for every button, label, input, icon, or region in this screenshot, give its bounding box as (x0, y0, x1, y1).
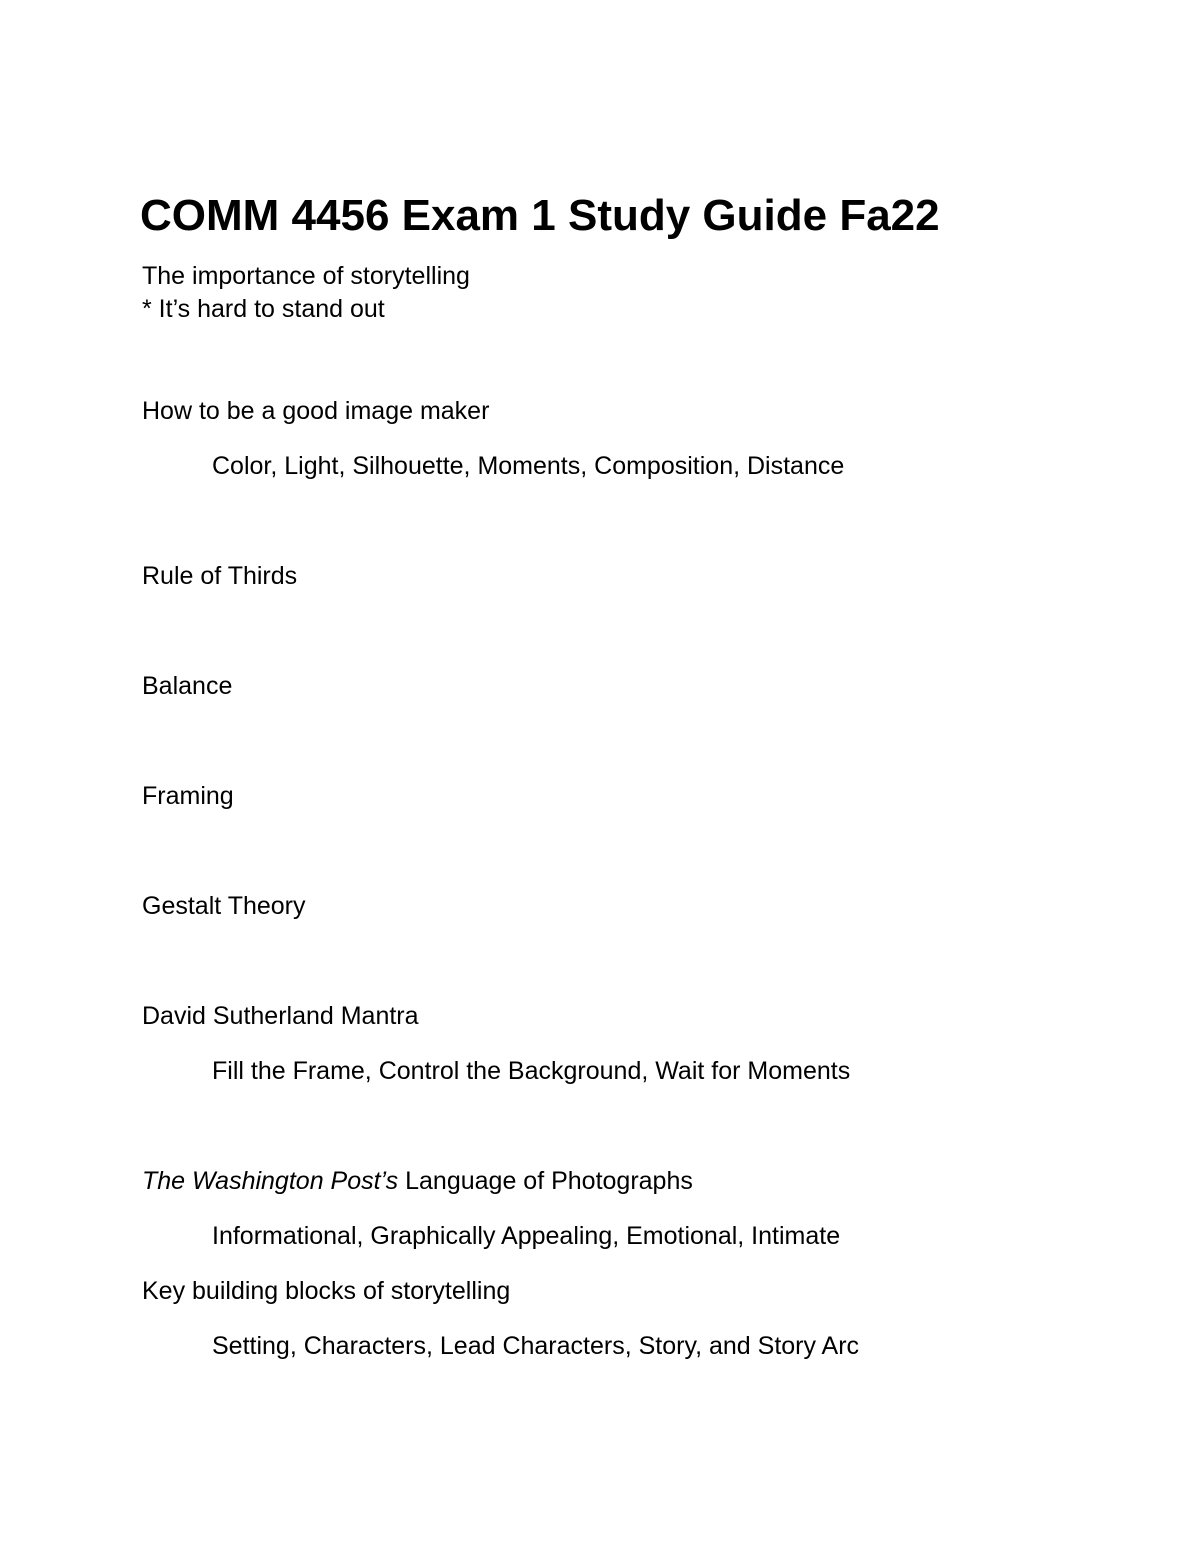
image-maker-heading: How to be a good image maker (142, 397, 490, 425)
rule-of-thirds-heading: Rule of Thirds (142, 562, 298, 590)
balance-heading: Balance (142, 672, 233, 700)
wapo-items: Informational, Graphically Appealing, Emotional, Intimate (212, 1222, 841, 1250)
storytelling-heading: The importance of storytelling (142, 262, 470, 290)
building-blocks-items: Setting, Characters, Lead Characters, Story, and Story Arc (212, 1332, 860, 1360)
wapo-heading-rest: Language of Photographs (398, 1167, 693, 1195)
mantra-items: Fill the Frame, Control the Background, Wait for Moments (212, 1057, 851, 1085)
document-title: COMM 4456 Exam 1 Study Guide Fa22 (140, 191, 940, 240)
image-maker-items: Color, Light, Silhouette, Moments, Composition, Distance (212, 452, 845, 480)
gestalt-theory-heading: Gestalt Theory (142, 892, 306, 920)
mantra-heading: David Sutherland Mantra (142, 1002, 419, 1030)
storytelling-note: * It’s hard to stand out (142, 295, 385, 323)
building-blocks-heading: Key building blocks of storytelling (142, 1277, 511, 1305)
wapo-heading (142, 1166, 693, 1196)
wapo-publication-name: The Washington Post’s (142, 1167, 399, 1195)
framing-heading: Framing (142, 782, 234, 810)
